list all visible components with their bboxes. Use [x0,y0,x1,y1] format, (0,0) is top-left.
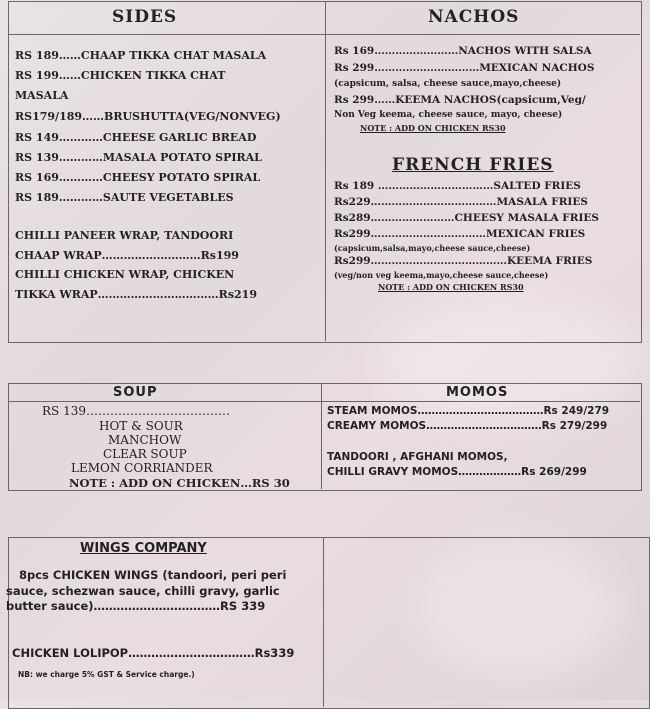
wrap-item: TIKKA WRAP……………………………Rs219 [15,288,257,301]
fries-heading: FRENCH FRIES [392,155,554,175]
momos-line: STEAM MOMOS………………………………Rs 249/279 [327,405,610,417]
sides-heading: SIDES [112,7,178,27]
fries-note: NOTE : ADD ON CHICKEN RS30 [378,282,524,292]
fries-line: Rs299……………………………MEXICAN FRIES [334,228,586,240]
bottom-section-frame [8,537,650,709]
nachos-heading: NACHOS [428,7,520,27]
soup-note: NOTE : ADD ON CHICKEN…RS 30 [69,476,290,490]
nachos-note: NOTE : ADD ON CHICKEN RS30 [360,123,506,133]
wings-desc-line: butter sauce)……………………………RS 339 [6,599,266,613]
momos-line: CREAMY MOMOS……………………………Rs 279/299 [327,420,608,432]
fries-line: Rs299…………………………………KEEMA FRIES [334,255,593,267]
wrap-item: CHAAP WRAP………………………Rs199 [15,249,239,262]
nachos-line: Non Veg keema, cheese sauce, mayo, cheese) [334,110,563,120]
nachos-line: (capsicum, salsa, cheese sauce,mayo,cheese) [334,79,562,89]
fries-line: Rs 189 ……………………………SALTED FRIES [334,180,581,192]
soup-item: LEMON CORRIANDER [71,461,213,475]
nachos-line: Rs 299……KEEMA NACHOS(capsicum,Veg/ [334,94,586,106]
wrap-item: CHILLI CHICKEN WRAP, CHICKEN [15,268,235,281]
fries-line: (capsicum,salsa,mayo,cheese sauce,cheese) [334,243,531,253]
fries-line: (veg/non veg keema,mayo,cheese sauce,cheese) [334,270,549,280]
fries-line: Rs289……………………CHEESY MASALA FRIES [334,212,599,224]
momos-heading: MOMOS [446,385,509,400]
sides-item: RS 189…………SAUTE VEGETABLES [15,191,234,204]
momos-line: CHILLI GRAVY MOMOS………………Rs 269/299 [327,466,587,478]
soup-price: RS 139……………………………… [42,404,230,418]
sides-header-rule [8,34,326,35]
soup-heading: SOUP [113,385,158,400]
soup-header-rule [8,401,322,402]
sides-item: RS 139…………MASALA POTATO SPIRAL [15,151,262,164]
nachos-line: Rs 299…………………………MEXICAN NACHOS [334,62,595,74]
sides-item: RS 189……CHAAP TIKKA CHAT MASALA [15,49,267,62]
sides-item: RS 149…………CHEESE GARLIC BREAD [15,131,257,144]
soup-item: MANCHOW [108,433,182,447]
middle-section-divider [321,383,322,489]
momos-header-rule [322,401,640,402]
fries-line: Rs229………………………………MASALA FRIES [334,196,588,208]
bottom-section-divider [323,537,324,707]
soup-item: HOT & SOUR [99,419,183,433]
lolipop-line: CHICKEN LOLIPOP……………………………Rs339 [12,646,295,660]
wings-desc-line: 8pcs CHICKEN WINGS (tandoori, peri peri [19,568,287,582]
wrap-item: CHILLI PANEER WRAP, TANDOORI [15,229,234,242]
wings-desc-line: sauce, schezwan sauce, chilli gravy, garlic [6,584,280,598]
momos-line: TANDOORI , AFGHANI MOMOS, [327,451,508,463]
wings-heading: WINGS COMPANY [80,541,207,556]
sides-item: RS 169…………CHEESY POTATO SPIRAL [15,171,261,184]
sides-item: MASALA [15,89,69,102]
nachos-header-rule [326,34,640,35]
tax-note: NB: we charge 5% GST & Service charge.) [18,670,195,679]
sides-item: RS 199……CHICKEN TIKKA CHAT [15,69,226,82]
soup-item: CLEAR SOUP [103,447,187,461]
nachos-line: Rs 169……………………NACHOS WITH SALSA [334,45,592,57]
sides-item: RS179/189……BRUSHUTTA(VEG/NONVEG) [15,110,281,123]
top-section-divider [325,1,326,341]
